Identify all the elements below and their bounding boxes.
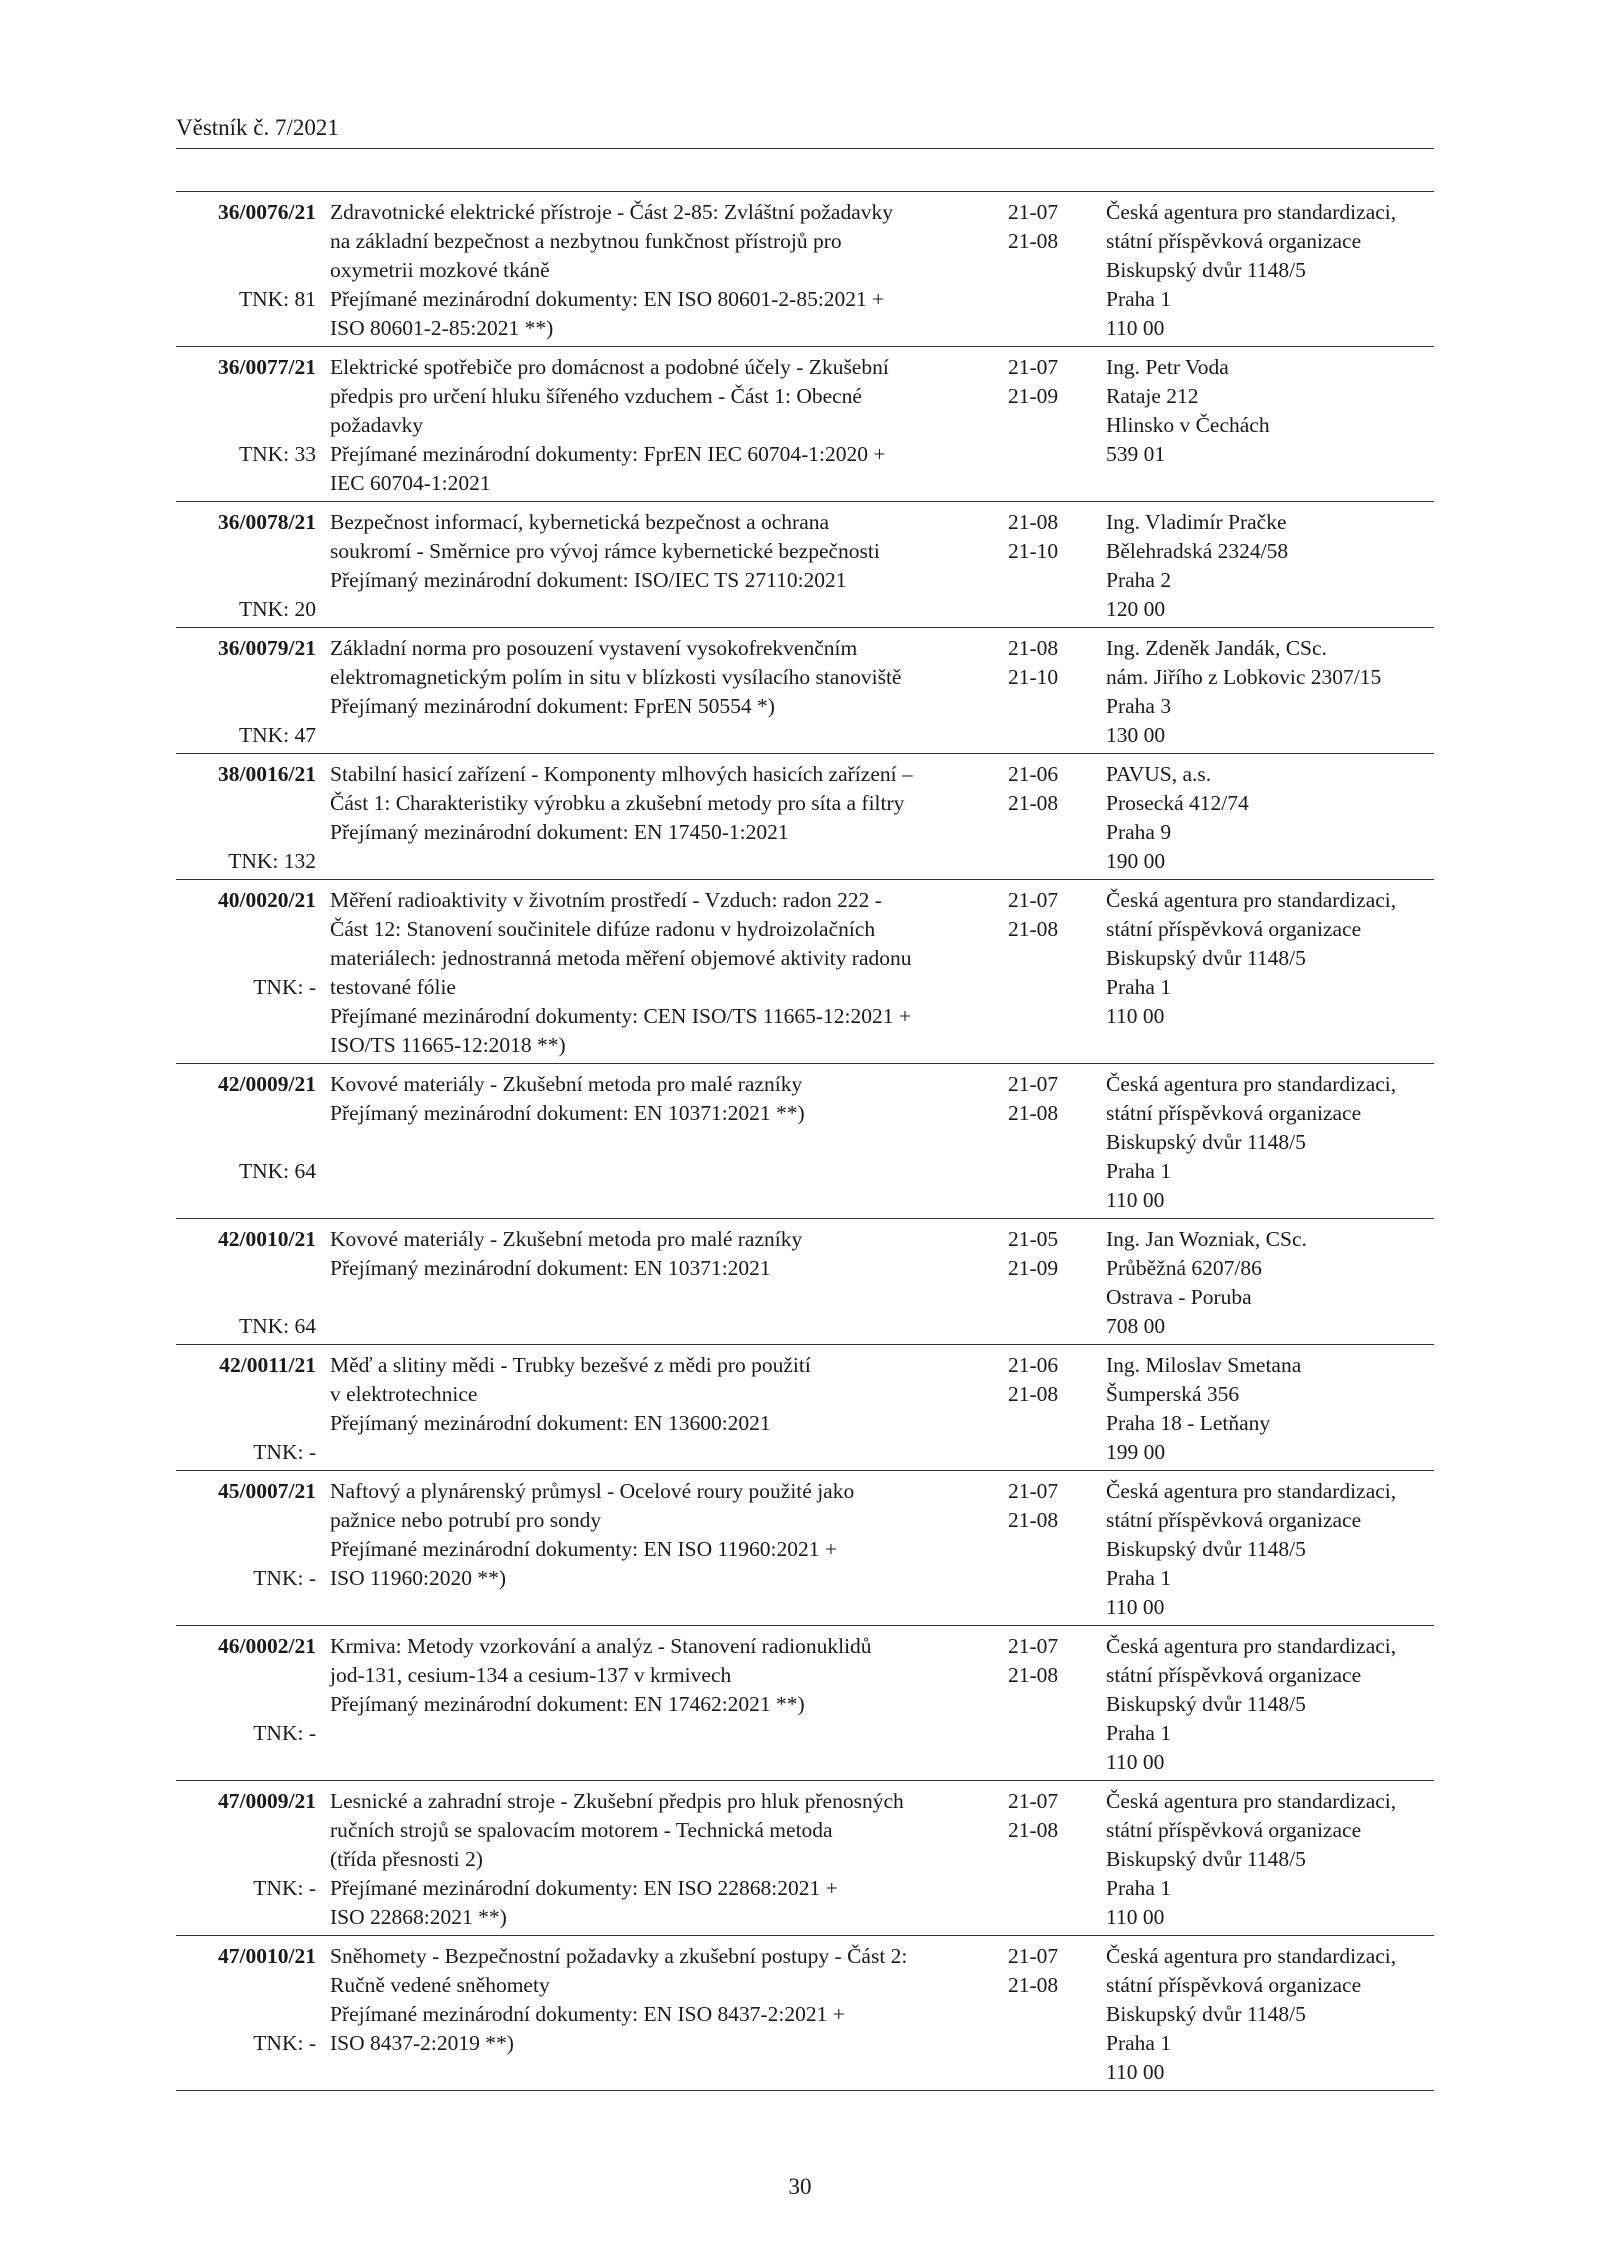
date-line: 21-08 [1008,1973,1059,1997]
address-line: Ing. Zdeněk Jandák, CSc. [1106,636,1327,660]
entry-code: 47/0010/21 [218,1944,316,1968]
table-row [176,1936,1434,2091]
date-line: 21-07 [1008,355,1059,379]
address-line: Ing. Vladimír Pračke [1106,510,1287,534]
description-line: ISO 11960:2020 **) [330,1566,506,1590]
date-line: 21-07 [1008,1072,1059,1096]
description-line: na základní bezpečnost a nezbytnou funkčnost přístrojů pro [330,229,842,253]
description-line: (třída přesnosti 2) [330,1847,483,1871]
entry-id-stack [176,1477,316,1593]
date-line: 21-10 [1008,539,1059,563]
entry-code: 45/0007/21 [218,1479,316,1503]
entry-id-cell [176,1345,316,1471]
date-line: 21-10 [1008,665,1059,689]
address-line: státní příspěvková organizace [1106,1818,1362,1842]
address-line: Praha 3 [1106,694,1172,718]
address-line: Praha 1 [1106,287,1172,311]
description-line: Bezpečnost informací, kybernetická bezpečnost a ochrana [330,510,830,534]
entry-code: 38/0016/21 [218,762,316,786]
description-line: Základní norma pro posouzení vystavení vysokofrekvenčním [330,636,858,660]
entry-description [316,502,1004,628]
address-line: Bělehradská 2324/58 [1106,539,1289,563]
address-line: 110 00 [1106,1188,1165,1212]
table-row [176,628,1434,754]
entry-id-stack [176,1351,316,1467]
table-row [176,1626,1434,1781]
address-line: nám. Jiřího z Lobkovic 2307/15 [1106,665,1382,689]
entry-tnk: TNK: 64 [238,1314,316,1338]
address-line: Biskupský dvůr 1148/5 [1106,258,1306,282]
description-line: Přejímané mezinárodní dokumenty: CEN ISO/TS 11665-12:2021 + [330,1004,912,1028]
description-line: ISO 80601-2-85:2021 **) [330,316,554,340]
address-line: 110 00 [1106,1004,1165,1028]
description-line: Část 1: Charakteristiky výrobku a zkušební metody pro síta a filtry [330,791,905,815]
entry-id-cell [176,1781,316,1936]
description-line: Naftový a plynárenský průmysl - Ocelové roury použité jako [330,1479,855,1503]
address-line: státní příspěvková organizace [1106,917,1362,941]
address-line: Biskupský dvůr 1148/5 [1106,1130,1306,1154]
address-line: Česká agentura pro standardizaci, [1106,1944,1397,1968]
entry-code: 36/0076/21 [218,200,316,224]
entry-dates [1004,880,1100,1064]
description-line: Lesnické a zahradní stroje - Zkušební předpis pro hluk přenosných [330,1789,904,1813]
entry-id-stack [176,1225,316,1341]
entry-tnk: TNK: - [253,1876,316,1900]
address-line: 110 00 [1106,1750,1165,1774]
entry-code: 36/0077/21 [218,355,316,379]
entry-description [316,1626,1004,1781]
address-line: Ing. Petr Voda [1106,355,1229,379]
entry-address [1100,880,1434,1064]
entry-code: 36/0079/21 [218,636,316,660]
description-line: jod-131, cesium-134 a cesium-137 v krmivech [330,1663,732,1687]
table-row [176,1471,1434,1626]
entry-address [1100,192,1434,347]
entry-description [316,628,1004,754]
entry-id-stack [176,508,316,624]
entry-dates [1004,1781,1100,1936]
entry-id-stack [176,886,316,1002]
address-line: 539 01 [1106,442,1166,466]
description-line: Ručně vedené sněhomety [330,1973,550,1997]
entry-dates [1004,347,1100,502]
entry-code: 40/0020/21 [218,888,316,912]
description-line: požadavky [330,413,424,437]
standards-table-body [176,192,1434,2091]
description-line: Přejímaný mezinárodní dokument: EN 17450-1:2021 [330,820,789,844]
address-line: Šumperská 356 [1106,1382,1240,1406]
entry-dates [1004,1936,1100,2091]
entry-address [1100,1471,1434,1626]
entry-description [316,1781,1004,1936]
description-line: elektromagnetickým polím in situ v blízkosti vysílacího stanoviště [330,665,902,689]
entry-dates [1004,1471,1100,1626]
address-line: státní příspěvková organizace [1106,1663,1362,1687]
address-line: 110 00 [1106,1905,1165,1929]
address-line: Praha 18 - Letňany [1106,1411,1271,1435]
date-line: 21-08 [1008,1663,1059,1687]
entry-code: 42/0009/21 [218,1072,316,1096]
entry-dates [1004,628,1100,754]
description-line: Přejímaný mezinárodní dokument: FprEN 50554 *) [330,694,775,718]
address-line: Biskupský dvůr 1148/5 [1106,2002,1306,2026]
address-line: Prosecká 412/74 [1106,791,1249,815]
entry-description [316,754,1004,880]
entry-id-cell [176,628,316,754]
date-line: 21-07 [1008,1789,1059,1813]
entry-address [1100,1936,1434,2091]
date-line: 21-07 [1008,200,1059,224]
address-line: státní příspěvková organizace [1106,229,1362,253]
entry-address [1100,502,1434,628]
address-line: Hlinsko v Čechách [1106,413,1270,437]
address-line: Česká agentura pro standardizaci, [1106,1072,1397,1096]
address-line: Česká agentura pro standardizaci, [1106,200,1397,224]
entry-tnk: TNK: 132 [228,849,316,873]
entry-code: 46/0002/21 [218,1634,316,1658]
description-line: ISO/TS 11665-12:2018 **) [330,1033,566,1057]
entry-address [1100,628,1434,754]
description-line: pažnice nebo potrubí pro sondy [330,1508,602,1532]
entry-id-cell [176,192,316,347]
address-line: Česká agentura pro standardizaci, [1106,1789,1397,1813]
entry-description [316,1345,1004,1471]
description-line: IEC 60704-1:2021 [330,471,491,495]
entry-description [316,347,1004,502]
table-row [176,1064,1434,1219]
address-line: Biskupský dvůr 1148/5 [1106,1847,1306,1871]
entry-address [1100,1345,1434,1471]
description-line: Elektrické spotřebiče pro domácnost a podobné účely - Zkušební [330,355,889,379]
table-row [176,880,1434,1064]
standards-table [176,191,1434,2091]
date-line: 21-06 [1008,762,1059,786]
description-line: soukromí - Směrnice pro vývoj rámce kybernetické bezpečnosti [330,539,880,563]
address-line: státní příspěvková organizace [1106,1101,1362,1125]
description-line: Přejímaný mezinárodní dokument: EN 17462:2021 **) [330,1692,805,1716]
page-header: Věstník č. 7/2021 [176,112,1434,149]
address-line: 199 00 [1106,1440,1166,1464]
address-line: Praha 1 [1106,2031,1172,2055]
description-line: Přejímané mezinárodní dokumenty: EN ISO 22868:2021 + [330,1876,838,1900]
description-line: Přejímaný mezinárodní dokument: ISO/IEC TS 27110:2021 [330,568,847,592]
address-line: Průběžná 6207/86 [1106,1256,1262,1280]
entry-id-stack [176,1632,316,1748]
entry-id-stack [176,353,316,469]
entry-id-cell [176,1936,316,2091]
entry-address [1100,1219,1434,1345]
entry-description [316,192,1004,347]
address-line: Praha 2 [1106,568,1172,592]
entry-dates [1004,754,1100,880]
entry-id-cell [176,754,316,880]
address-line: 130 00 [1106,723,1166,747]
entry-id-stack [176,1942,316,2058]
address-line: PAVUS, a.s. [1106,762,1212,786]
table-row [176,192,1434,347]
entry-id-cell [176,1219,316,1345]
description-line: Přejímané mezinárodní dokumenty: EN ISO 8437-2:2021 + [330,2002,845,2026]
date-line: 21-08 [1008,791,1059,815]
date-line: 21-06 [1008,1353,1059,1377]
entry-id-cell [176,1064,316,1219]
table-row [176,1345,1434,1471]
entry-tnk: TNK: - [253,1721,316,1745]
entry-dates [1004,502,1100,628]
entry-id-stack [176,634,316,750]
entry-id-cell [176,1471,316,1626]
description-line: ručních strojů se spalovacím motorem - Technická metoda [330,1818,833,1842]
address-line: Praha 9 [1106,820,1172,844]
date-line: 21-08 [1008,636,1059,660]
entry-description [316,1219,1004,1345]
address-line: Ing. Miloslav Smetana [1106,1353,1302,1377]
entry-tnk: TNK: 33 [238,442,316,466]
description-line: Krmiva: Metody vzorkování a analýz - Stanovení radionuklidů [330,1634,872,1658]
description-line: testované fólie [330,975,456,999]
table-row [176,347,1434,502]
address-line: Ostrava - Poruba [1106,1285,1252,1309]
description-line: předpis pro určení hluku šířeného vzduchem - Část 1: Obecné [330,384,862,408]
entry-id-cell [176,347,316,502]
entry-id-stack [176,1787,316,1903]
address-line: Praha 1 [1106,1876,1172,1900]
description-line: Přejímané mezinárodní dokumenty: FprEN IEC 60704-1:2020 + [330,442,886,466]
entry-tnk: TNK: - [253,1440,316,1464]
address-line: 120 00 [1106,597,1166,621]
address-line: Biskupský dvůr 1148/5 [1106,946,1306,970]
entry-description [316,880,1004,1064]
address-line: Česká agentura pro standardizaci, [1106,1479,1397,1503]
entry-code: 36/0078/21 [218,510,316,534]
entry-id-cell [176,502,316,628]
description-line: Přejímaný mezinárodní dokument: EN 13600:2021 [330,1411,771,1435]
entry-address [1100,1781,1434,1936]
description-line: Zdravotnické elektrické přístroje - Část 2-85: Zvláštní požadavky [330,200,893,224]
description-line: ISO 8437-2:2019 **) [330,2031,514,2055]
table-row [176,1219,1434,1345]
description-line: oxymetrii mozkové tkáně [330,258,550,282]
date-line: 21-08 [1008,1101,1059,1125]
description-line: materiálech: jednostranná metoda měření objemové aktivity radonu [330,946,912,970]
entry-id-stack [176,1070,316,1186]
entry-id-cell [176,1626,316,1781]
entry-dates [1004,192,1100,347]
address-line: 110 00 [1106,2060,1165,2084]
address-line: 110 00 [1106,1595,1165,1619]
entry-tnk: TNK: 81 [238,287,316,311]
address-line: 110 00 [1106,316,1165,340]
address-line: státní příspěvková organizace [1106,1508,1362,1532]
address-line: Česká agentura pro standardizaci, [1106,888,1397,912]
description-line: Měření radioaktivity v životním prostředí - Vzduch: radon 222 - [330,888,882,912]
table-row [176,754,1434,880]
table-row [176,502,1434,628]
date-line: 21-08 [1008,1382,1059,1406]
address-line: Praha 1 [1106,1566,1172,1590]
entry-tnk: TNK: - [253,2031,316,2055]
description-line: Přejímaný mezinárodní dokument: EN 10371:2021 [330,1256,771,1280]
address-line: Rataje 212 [1106,384,1199,408]
description-line: Kovové materiály - Zkušební metoda pro malé razníky [330,1227,803,1251]
address-line: Biskupský dvůr 1148/5 [1106,1537,1306,1561]
address-line: Biskupský dvůr 1148/5 [1106,1692,1306,1716]
entry-code: 42/0011/21 [219,1353,316,1377]
entry-tnk: TNK: - [253,1566,316,1590]
entry-dates [1004,1219,1100,1345]
address-line: Ing. Jan Wozniak, CSc. [1106,1227,1307,1251]
entry-address [1100,1064,1434,1219]
description-line: Přejímané mezinárodní dokumenty: EN ISO 11960:2021 + [330,1537,837,1561]
description-line: Kovové materiály - Zkušební metoda pro malé razníky [330,1072,803,1096]
date-line: 21-08 [1008,917,1059,941]
description-line: ISO 22868:2021 **) [330,1905,507,1929]
address-line: Praha 1 [1106,975,1172,999]
address-line: Česká agentura pro standardizaci, [1106,1634,1397,1658]
entry-dates [1004,1345,1100,1471]
date-line: 21-08 [1008,1508,1059,1532]
entry-id-cell [176,880,316,1064]
entry-code: 42/0010/21 [218,1227,316,1251]
entry-id-stack [176,198,316,314]
description-line: Stabilní hasicí zařízení - Komponenty mlhových hasicích zařízení – [330,762,913,786]
entry-tnk: TNK: 64 [238,1159,316,1183]
entry-dates [1004,1626,1100,1781]
address-line: státní příspěvková organizace [1106,1973,1362,1997]
date-line: 21-08 [1008,1818,1059,1842]
table-row [176,1781,1434,1936]
entry-id-stack [176,760,316,876]
entry-address [1100,754,1434,880]
description-line: Přejímaný mezinárodní dokument: EN 10371:2021 **) [330,1101,805,1125]
entry-tnk: TNK: 47 [238,723,316,747]
date-line: 21-05 [1008,1227,1059,1251]
description-line: Měď a slitiny mědi - Trubky bezešvé z mědi pro použití [330,1353,811,1377]
date-line: 21-08 [1008,229,1059,253]
page-number: 30 [788,2174,812,2199]
entry-tnk: TNK: 20 [238,597,316,621]
entry-address [1100,1626,1434,1781]
description-line: Přejímané mezinárodní dokumenty: EN ISO 80601-2-85:2021 + [330,287,885,311]
address-line: 708 00 [1106,1314,1166,1338]
date-line: 21-07 [1008,888,1059,912]
entry-description [316,1471,1004,1626]
date-line: 21-07 [1008,1479,1059,1503]
entry-dates [1004,1064,1100,1219]
description-line: Sněhomety - Bezpečnostní požadavky a zkušební postupy - Část 2: [330,1944,908,1968]
description-line: v elektrotechnice [330,1382,478,1406]
date-line: 21-07 [1008,1634,1059,1658]
entry-description [316,1064,1004,1219]
date-line: 21-09 [1008,1256,1059,1280]
address-line: Praha 1 [1106,1721,1172,1745]
entry-description [316,1936,1004,2091]
date-line: 21-07 [1008,1944,1059,1968]
entry-code: 47/0009/21 [218,1789,316,1813]
description-line: Část 12: Stanovení součinitele difúze radonu v hydroizolačních [330,917,876,941]
address-line: Praha 1 [1106,1159,1172,1183]
date-line: 21-09 [1008,384,1059,408]
entry-address [1100,347,1434,502]
date-line: 21-08 [1008,510,1059,534]
address-line: 190 00 [1106,849,1166,873]
entry-tnk: TNK: - [253,975,316,999]
